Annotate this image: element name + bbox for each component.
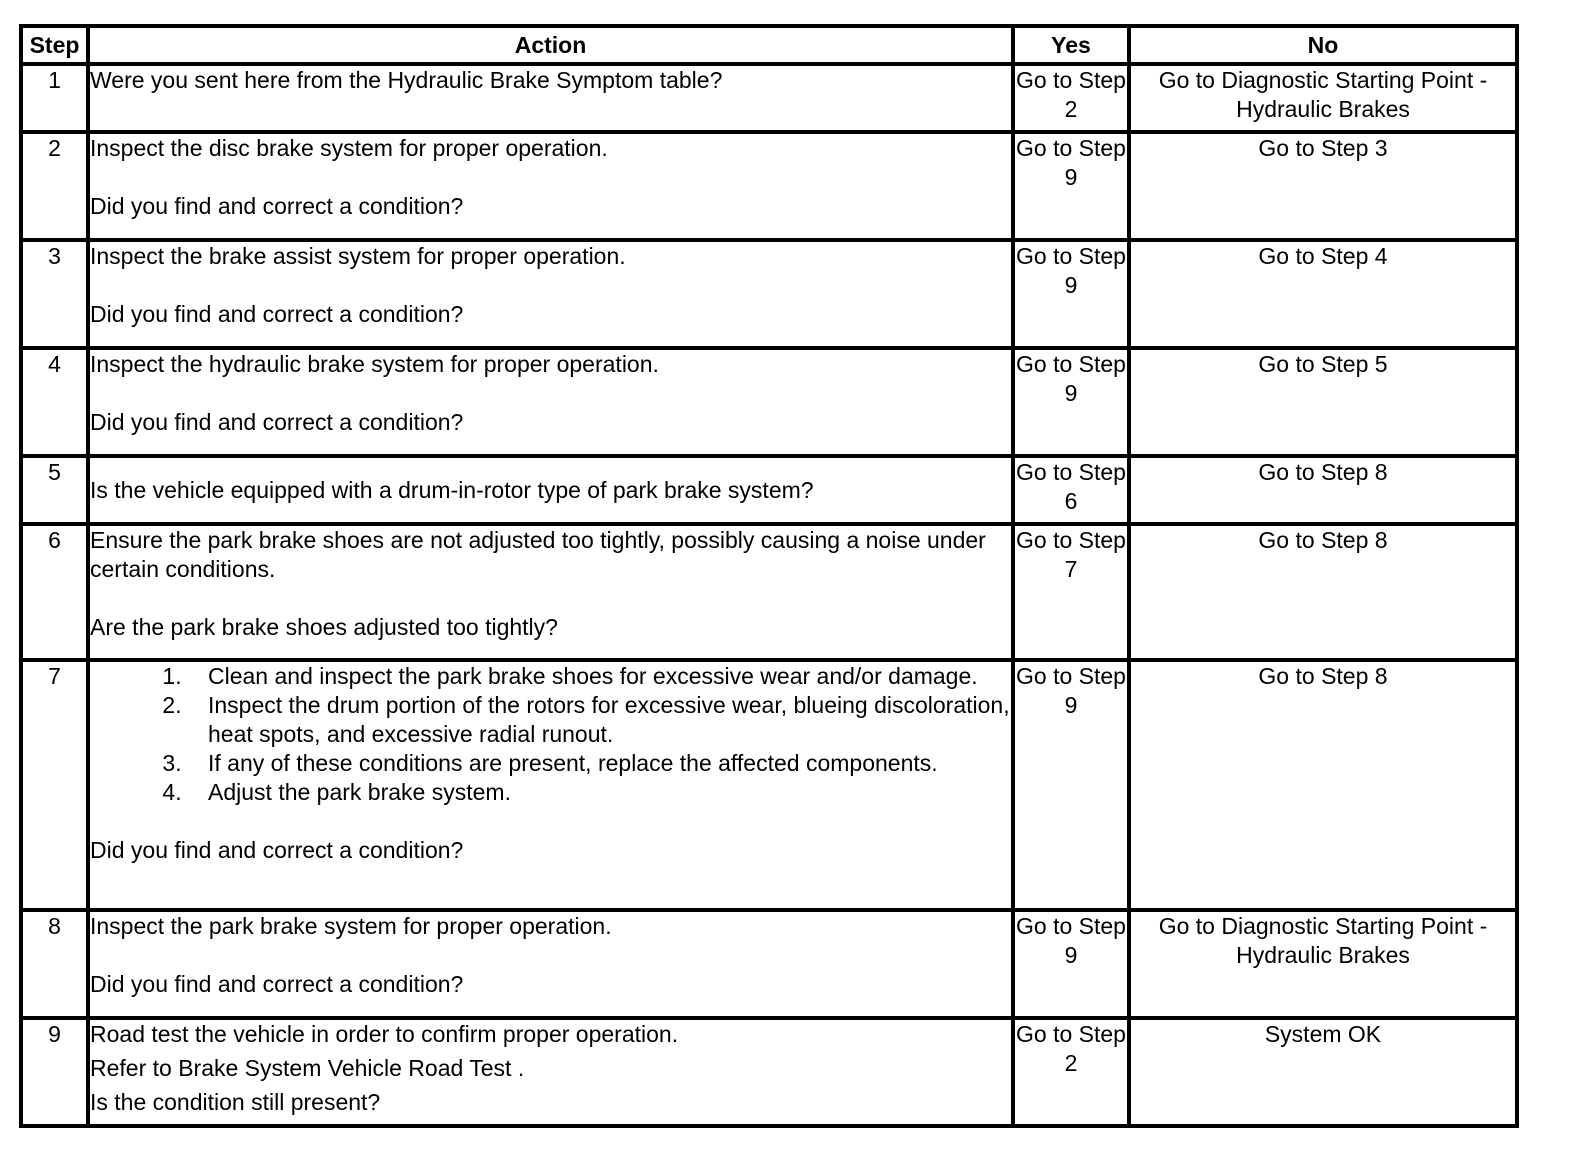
header-row xyxy=(21,26,1517,64)
procedure-step: 4. Adjust the park brake system. xyxy=(188,778,1011,807)
action-text xyxy=(88,132,1013,240)
table-row xyxy=(21,132,1517,240)
yes-outcome: Go to Step 9 xyxy=(1013,910,1129,1018)
header-step: Step xyxy=(21,26,88,64)
no-outcome: Go to Step 4 xyxy=(1129,240,1517,348)
action-text xyxy=(88,348,1013,456)
action-instruction: Inspect the hydraulic brake system for proper operation. xyxy=(90,351,659,377)
action-instruction: Road test the vehicle in order to confirm proper operation. xyxy=(90,1021,679,1047)
no-outcome: Go to Step 5 xyxy=(1129,348,1517,456)
action-instruction: Inspect the brake assist system for proper operation. xyxy=(90,243,626,269)
step-number: 5 xyxy=(21,456,88,524)
action-instruction: Is the vehicle equipped with a drum-in-rotor type of park brake system? xyxy=(90,476,814,503)
action-question: Did you find and correct a condition? xyxy=(90,971,464,997)
action-text xyxy=(88,64,1013,132)
no-outcome: Go to Step 8 xyxy=(1129,456,1517,524)
procedure-list xyxy=(90,662,1011,807)
action-question: Are the park brake shoes adjusted too tightly? xyxy=(90,614,558,640)
step-number: 8 xyxy=(21,910,88,1018)
yes-outcome: Go to Step 7 xyxy=(1013,524,1129,660)
table-row xyxy=(21,1018,1517,1126)
no-outcome: System OK xyxy=(1129,1018,1517,1126)
step-number: 9 xyxy=(21,1018,88,1126)
step-number: 1 xyxy=(21,64,88,132)
procedure-step: 1. Clean and inspect the park brake shoes for excessive wear and/or damage. xyxy=(188,662,1011,691)
yes-outcome: Go to Step 6 xyxy=(1013,456,1129,524)
yes-outcome: Go to Step 9 xyxy=(1013,240,1129,348)
procedure-step: 2. Inspect the drum portion of the rotors for excessive wear, blueing discoloration, heat spots, and excessive radial runout. xyxy=(188,691,1011,749)
action-question: Did you find and correct a condition? xyxy=(90,409,464,435)
step-number: 3 xyxy=(21,240,88,348)
action-instruction: Ensure the park brake shoes are not adjusted too tightly, possibly causing a noise under certain conditions. xyxy=(90,527,986,582)
action-text xyxy=(88,660,1013,910)
yes-outcome: Go to Step 2 xyxy=(1013,64,1129,132)
step-number: 7 xyxy=(21,660,88,910)
no-outcome: Go to Step 8 xyxy=(1129,660,1517,910)
action-text xyxy=(88,1018,1013,1126)
action-text xyxy=(88,240,1013,348)
table-row xyxy=(21,660,1517,910)
action-text xyxy=(88,456,1013,524)
action-text xyxy=(88,524,1013,660)
table-row xyxy=(21,456,1517,524)
action-question: Did you find and correct a condition? xyxy=(90,301,464,327)
action-question: Is the condition still present? xyxy=(90,1089,381,1115)
no-outcome: Go to Diagnostic Starting Point - Hydraulic Brakes xyxy=(1129,910,1517,1018)
no-outcome: Go to Diagnostic Starting Point - Hydraulic Brakes xyxy=(1129,64,1517,132)
action-instruction: Were you sent here from the Hydraulic Brake Symptom table? xyxy=(90,67,723,93)
action-instruction: Inspect the park brake system for proper operation. xyxy=(90,913,612,939)
step-number: 4 xyxy=(21,348,88,456)
header-no: No xyxy=(1129,26,1517,64)
action-text xyxy=(88,910,1013,1018)
header-action: Action xyxy=(88,26,1013,64)
table-row xyxy=(21,240,1517,348)
action-reference: Refer to Brake System Vehicle Road Test . xyxy=(90,1055,525,1081)
table-row xyxy=(21,348,1517,456)
yes-outcome: Go to Step 2 xyxy=(1013,1018,1129,1126)
step-number: 2 xyxy=(21,132,88,240)
step-number: 6 xyxy=(21,524,88,660)
no-outcome: Go to Step 3 xyxy=(1129,132,1517,240)
table-row xyxy=(21,64,1517,132)
action-instruction: Inspect the disc brake system for proper operation. xyxy=(90,135,608,161)
yes-outcome: Go to Step 9 xyxy=(1013,132,1129,240)
diagnostic-table xyxy=(19,24,1519,1128)
table-row xyxy=(21,524,1517,660)
yes-outcome: Go to Step 9 xyxy=(1013,348,1129,456)
table-row xyxy=(21,910,1517,1018)
no-outcome: Go to Step 8 xyxy=(1129,524,1517,660)
action-question: Did you find and correct a condition? xyxy=(90,193,464,219)
yes-outcome: Go to Step 9 xyxy=(1013,660,1129,910)
procedure-step: 3. If any of these conditions are present, replace the affected components. xyxy=(188,749,1011,778)
action-question: Did you find and correct a condition? xyxy=(90,837,464,863)
header-yes: Yes xyxy=(1013,26,1129,64)
